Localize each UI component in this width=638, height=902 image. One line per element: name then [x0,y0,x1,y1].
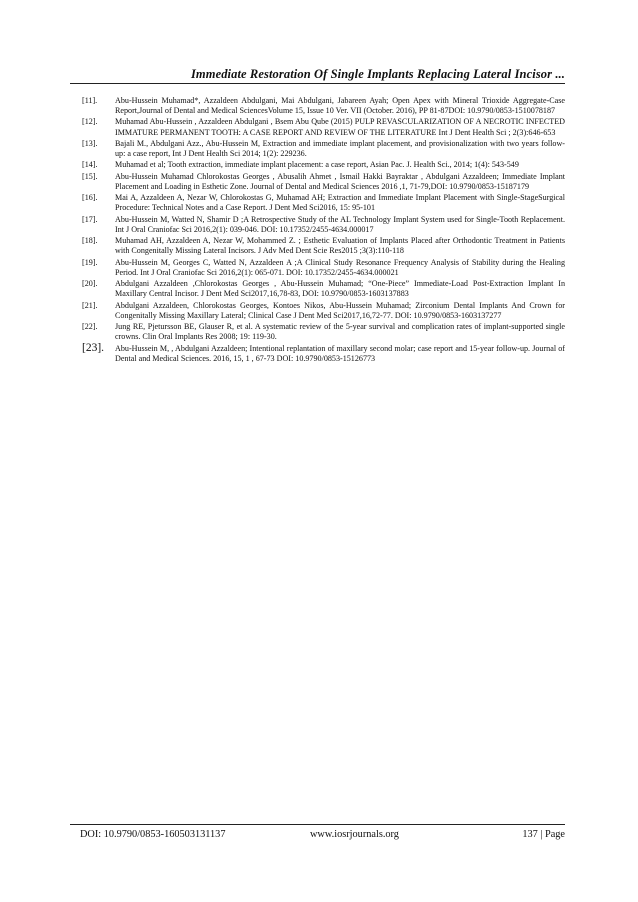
reference-number: [12]. [82,117,98,127]
reference-text: Abu-Hussein M, Watted N, Shamir D ;A Retrospective Study of the AL Technology Implant System used for Single-Tooth Replacement. Int J Oral Craniofac Sci 2016,2(1): 039-046. DOI: 10.17352/2455-4634.000017 [115,214,565,234]
reference-item [82,258,565,278]
reference-item [82,279,565,299]
running-header [70,67,565,84]
footer-website: www.iosrjournals.org [310,829,399,840]
reference-text: Mai A, Azzaldeen A, Nezar W, Chlorokostas G, Muhamad AH; Extraction and Immediate Implant Placement with Single-StageSurgical Procedure: Technical Notes and a Case Report. J Dent Med Sci2016, 15: 95-101 [115,193,565,213]
reference-text: Abdulgani Azzaldeen ,Chlorokostas Georges , Abu-Hussein Muhamad; “One-Piece” Immediate-Load Post-Extraction Implant In Maxillary Central Incisor. J Dent Med Sci2017,16,78-83, DOI: 10.9790/0853-1603137883 [115,279,565,299]
footer-page-number: 137 | Page [522,829,565,840]
reference-item [82,215,565,235]
reference-item [82,236,565,256]
reference-item [82,117,565,137]
reference-number: [13]. [82,138,98,148]
reference-text: Abu-Hussein Muhamad Chlorokostas Georges , Abusalih Ahmet , Ismail Hakki Bayraktar , Abdulgani Azzaldeen; Immediate Implant Placement and Loading in Esthetic Zone. Journal of Dental and Medical Sciences 2016 ,1, 71-79,DOI: 10.9790/0853-15187179 [115,171,565,191]
reference-text: Jung RE, Pjetursson BE, Glauser R, et al. A systematic review of the 5-year survival and complication rates of implant-supported single crowns. Clin Oral Implants Res 2008; 19: 119-30. [115,322,565,342]
reference-number: [18]. [82,236,98,246]
reference-text: Abu-Hussein M, , Abdulgani Azzaldeen; Intentional replantation of maxillary second molar; case report and 15-year follow-up. Journal of Dental and Medical Sciences. 2016, 15, 1 , 67-73 DOI: 10.9790/0853-15126773 [115,343,565,363]
reference-text: Abu-Hussein Muhamad*, Azzaldeen Abdulgani, Mai Abdulgani, Jabareen Ayah; Open Apex with Mineral Trioxide Aggregate-Case Report,Journal of Dental and Medical SciencesVolume 15, Issue 10 Ver. VII (October. 2016), PP 81-87DOI: 10.9790/0853-1510078187 [115,96,565,116]
reference-number: [17]. [82,214,98,224]
reference-text: Muhamad Abu-Hussein , Azzaldeen Abdulgani , Bsem Abu Qube (2015) PULP REVASCULARIZATION OF A NECROTIC INFECTED IMMATURE PERMANENT TOOTH: A CASE REPORT AND REVIEW OF THE LITERATURE Int J Dent Health Sci ; 2(3):646-653 [115,117,565,137]
page-footer [70,824,565,843]
header-title: Immediate Restoration Of Single Implants Replacing Lateral Incisor ... [190,67,565,81]
reference-number: [21]. [82,300,98,310]
reference-item [82,160,565,170]
reference-text: Bajali M., Abdulgani Azz., Abu-Hussein M, Extraction and immediate implant placement, and provisionalization with two years follow-up: a case report, Int J Dent Health Sci 2014; 1(2): 229236. [115,138,565,159]
reference-number: [19]. [82,257,98,267]
reference-item [82,96,565,116]
reference-item [82,193,565,213]
reference-item [82,139,565,159]
reference-number: [11]. [82,96,98,105]
reference-item [82,322,565,342]
reference-number: [20]. [82,279,98,289]
reference-number: [23]. [82,341,105,354]
reference-text: Muhamad et al; Tooth extraction, immediate implant placement: a case report, Asian Pac. J. Health Sci., 2014; 1(4): 543-549 [115,160,519,170]
reference-item [82,301,565,321]
reference-item [82,341,565,364]
reference-number: [15]. [82,171,98,181]
reference-item [82,172,565,192]
reference-text: Abu-Hussein M, Georges C, Watted N, Azzaldeen A ;A Clinical Study Resonance Frequency Analysis of Stability during the Healing Period. Int J Oral Craniofac Sci 2016,2(1): 065-071. DOI: 10.17352/2455-4634.000021 [115,257,565,277]
reference-text: Abdulgani Azzaldeen, Chlorokostas Georges, Kontoes Nikos, Abu-Hussein Muhamad; Zirconium Dental Implants And Crown for Congenitally Missing Maxillary Lateral; Clinical Case J Dent Med Sci2017,16,72-77. DOI: 10.9790/0853-1603137277 [115,300,565,320]
reference-number: [22]. [82,322,98,332]
reference-number: [16]. [82,193,98,203]
reference-list [82,96,565,365]
reference-number: [14]. [82,160,98,170]
footer-doi: DOI: 10.9790/0853-160503131137 [80,829,226,840]
reference-text: Muhamad AH, Azzaldeen A, Nezar W, Mohammed Z. ; Esthetic Evaluation of Implants Placed after Orthodontic Treatment in Patients with Congenitally Missing Lateral Incisors. J Adv Med Dent Scie Res2015 ;3(3):110-118 [115,236,565,256]
